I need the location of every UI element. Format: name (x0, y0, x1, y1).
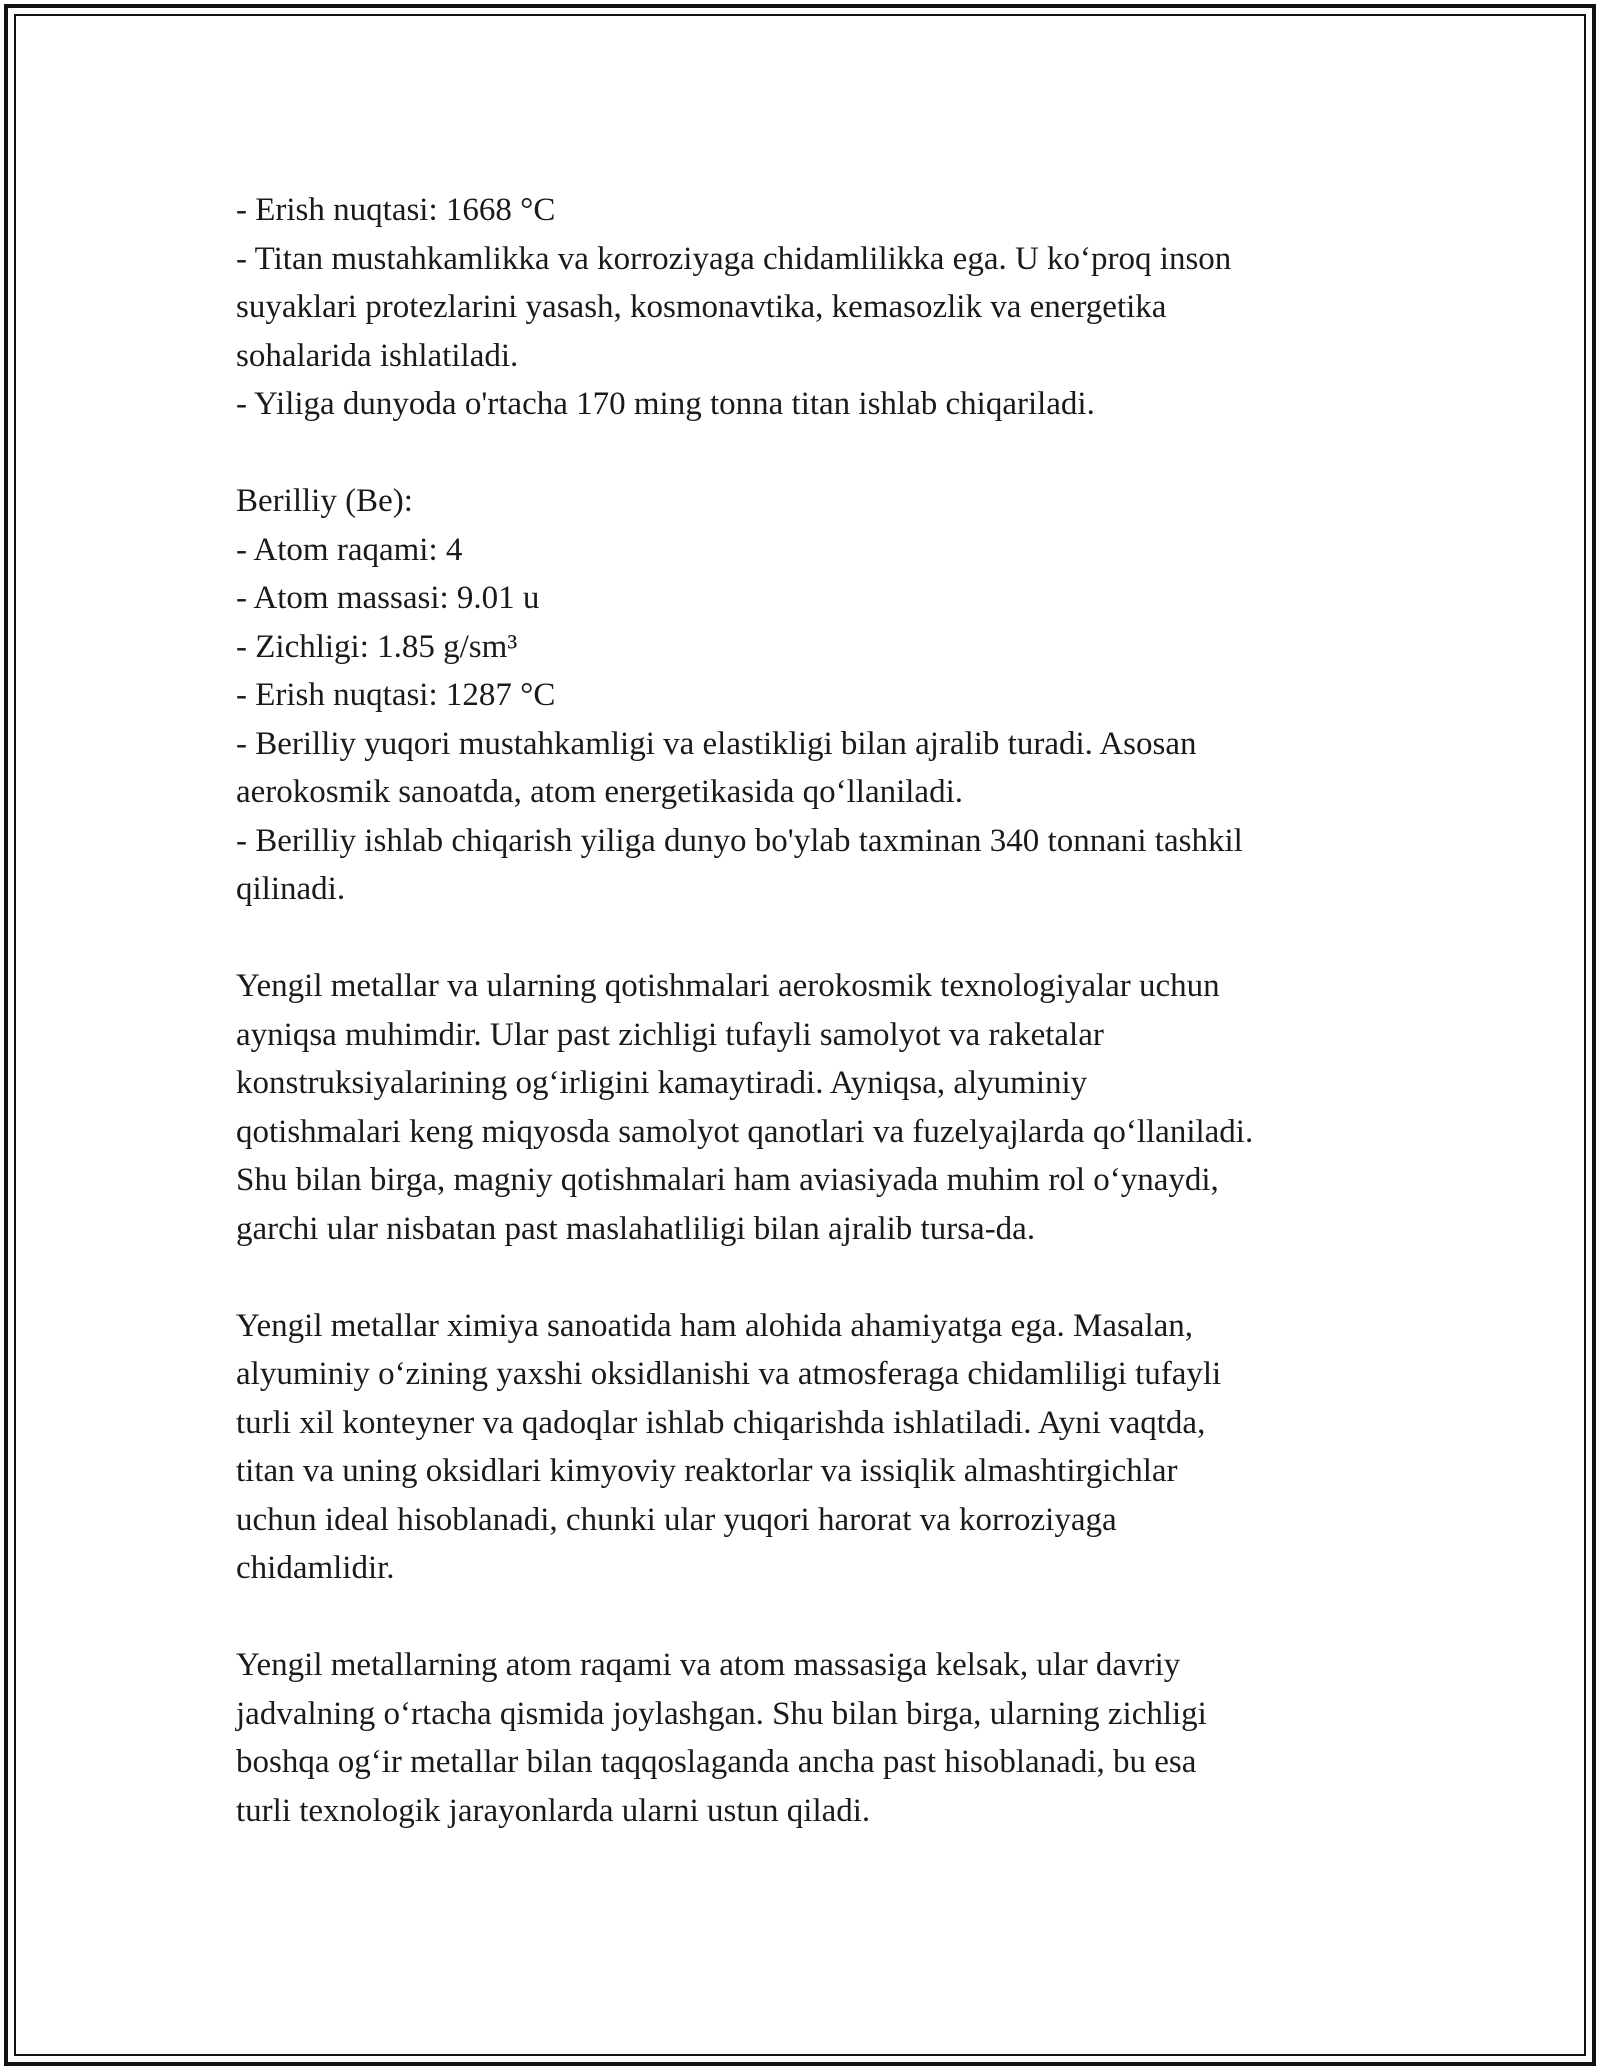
paragraph-line: chidamlidir. (236, 1550, 395, 1586)
titanium-melting-point: - Erish nuqtasi: 1668 °C (236, 192, 556, 228)
paragraph-line: uchun ideal hisoblanadi, chunki ular yuqori harorat va korroziyaga (236, 1501, 1117, 1538)
titanium-properties-tail (236, 186, 1396, 429)
beryllium-section (236, 477, 1396, 914)
beryllium-atomic-mass: - Atom massasi: 9.01 u (236, 580, 540, 616)
paragraph-line: konstruksiyalarining og‘irligini kamaytiradi. Ayniqsa, alyuminiy (236, 1065, 1088, 1101)
paragraph-line: jadvalning o‘rtacha qismida joylashgan. Shu bilan birga, ularning zichligi (236, 1695, 1207, 1732)
paragraph-line: Yengil metallar va ularning qotishmalari aerokosmik texnologiyalar uchun (236, 968, 1220, 1004)
titanium-use-line: - Titan mustahkamlikka va korroziyaga chidamlilikka ega. U ko‘proq inson (236, 240, 1232, 277)
paragraph-line: garchi ular nisbatan past maslahatliligi bilan ajralib tursa-da. (236, 1210, 1036, 1247)
beryllium-production-line: qilinadi. (236, 871, 346, 907)
paragraph-line: Shu bilan birga, magniy qotishmalari ham aviasiyada muhim rol o‘ynaydi, (236, 1162, 1219, 1198)
paragraph-line: qotishmalari keng miqyosda samolyot qanotlari va fuzelyajlarda qo‘llaniladi. (236, 1113, 1254, 1150)
paragraph-aerospace (236, 962, 1396, 1253)
document-body (236, 186, 1396, 1835)
paragraph-spacer (236, 429, 1396, 478)
beryllium-production-line: - Berilliy ishlab chiqarish yiliga dunyo bo'ylab taxminan 340 tonnani tashkil (236, 822, 1243, 859)
beryllium-density: - Zichligi: 1.85 g/sm³ (236, 628, 518, 665)
beryllium-atomic-number: - Atom raqami: 4 (236, 531, 463, 568)
beryllium-heading: Berilliy (Be): (236, 483, 413, 519)
titanium-production: - Yiliga dunyoda o'rtacha 170 ming tonna titan ishlab chiqariladi. (236, 386, 1095, 422)
paragraph-line: Yengil metallar ximiya sanoatida ham alohida ahamiyatga ega. Masalan, (236, 1307, 1194, 1344)
paragraph-periodic (236, 1641, 1396, 1835)
titanium-use-line: sohalarida ishlatiladi. (236, 337, 519, 374)
paragraph-chemical (236, 1302, 1396, 1593)
paragraph-spacer (236, 914, 1396, 963)
paragraph-line: Yengil metallarning atom raqami va atom massasiga kelsak, ular davriy (236, 1647, 1181, 1683)
paragraph-line: ayniqsa muhimdir. Ular past zichligi tufayli samolyot va raketalar (236, 1016, 1104, 1053)
beryllium-use-line: aerokosmik sanoatda, atom energetikasida qo‘llaniladi. (236, 774, 963, 810)
paragraph-line: turli texnologik jarayonlarda ularni ustun qiladi. (236, 1792, 871, 1829)
paragraph-line: titan va uning oksidlari kimyoviy reaktorlar va issiqlik almashtirgichlar (236, 1453, 1178, 1489)
paragraph-spacer (236, 1253, 1396, 1302)
beryllium-melting-point: - Erish nuqtasi: 1287 °C (236, 677, 556, 713)
titanium-use-line: suyaklari protezlarini yasash, kosmonavtika, kemasozlik va energetika (236, 289, 1167, 325)
paragraph-line: boshqa og‘ir metallar bilan taqqoslaganda ancha past hisoblanadi, bu esa (236, 1744, 1197, 1780)
paragraph-spacer (236, 1593, 1396, 1642)
beryllium-use-line: - Berilliy yuqori mustahkamligi va elastikligi bilan ajralib turadi. Asosan (236, 725, 1197, 762)
paragraph-line: turli xil konteyner va qadoqlar ishlab chiqarishda ishlatiladi. Ayni vaqtda, (236, 1404, 1206, 1441)
paragraph-line: alyuminiy o‘zining yaxshi oksidlanishi va atmosferaga chidamliligi tufayli (236, 1356, 1222, 1392)
